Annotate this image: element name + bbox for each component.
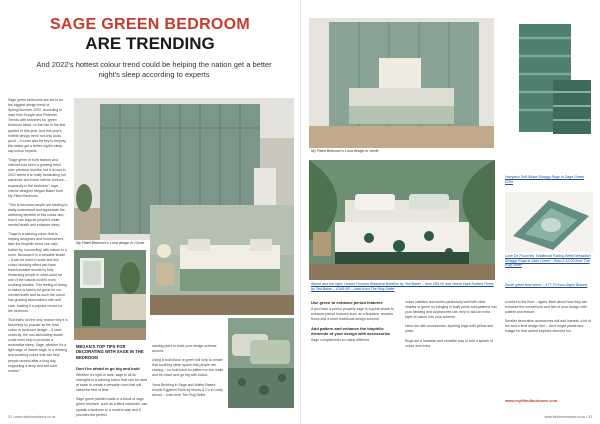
tips-paragraph: Yuna Bedding in Sage and Walter Based Acrylic Eggshell Paint by Morris & Co in Leafy Arbour – both from The Rug Seller. xyxy=(152,382,223,397)
body-paragraph: If you have a period property sage is a great shade to enhance period features such as a fireplace, wooden floors and a more traditional design scheme. xyxy=(311,307,394,322)
verde-bedroom-photo xyxy=(309,18,494,148)
website-link[interactable]: www.myfittedbedroom.com xyxy=(505,398,558,403)
body-paragraph: Rugs are a fantastic and versatile way to add a splash of colour and extra xyxy=(405,338,493,348)
medallion-rug-photo xyxy=(505,192,593,252)
botanical-bed-photo xyxy=(309,160,495,280)
tips-paragraph: starting point to build your design scheme around. xyxy=(152,344,217,354)
standfirst: And 2022's hottest colour trend could be helping the nation get a better night's sleep according to experts xyxy=(36,60,272,79)
bedding-photo xyxy=(228,318,294,408)
body-paragraph: Smaller decorative accessories will add interest, a bit of fun and a final design flair – don't forget plants and foliage for that added biophilic element too. xyxy=(505,319,591,334)
caption-small-rug-link[interactable]: Small green bed mirror – £77.70 from Argos Brands xyxy=(505,283,588,287)
stripe-runner-photo xyxy=(505,20,593,138)
sage-bedroom-photo xyxy=(150,205,294,315)
right-body-column-2 xyxy=(405,300,497,353)
tips-column-2 xyxy=(152,344,224,402)
green-bedroom-photo xyxy=(74,250,146,340)
section-subheading: Add pattern and enhance the biophilic elements of your design with accessories xyxy=(311,326,391,337)
tips-paragraph: Sage green painted walls or a block of sage green furniture, such as a fitted wardrobe, can update a bedroom in a modern way and it provides the perfect xyxy=(76,397,148,417)
caption-verde: My Fitted Bedroom's Luna design in Verde xyxy=(311,149,379,153)
caption-runner-link[interactable]: Hampton Soft Stripe Shaggy Rugs in Sage Green £205 xyxy=(505,175,585,184)
caption-medallion-rug xyxy=(505,254,593,268)
body-paragraph: Have fun with accessories, layering sage with yellow and pinks. xyxy=(405,324,494,334)
body-paragraph: "But that's not the only reason why it is becoming so popular as the lead colour in bedroom design – it used correctly, the non-stimulating shade could even help to promote a restorative sleep. Sage, whether it's a light sage or darker sage, is a relaxing and soothing colour that can help people unwind after a long day, supporting a deep and self-care routine." xyxy=(8,317,68,373)
tips-paragraph: Whether it's light or dark, sage in all its strengths is a calming colour that can be used at scale to create a versatile room that will stand the test of time. xyxy=(76,373,148,393)
caption-wardrobe: My Fitted Bedroom's Luna design in Clover xyxy=(76,241,145,245)
body-paragraph: Sage complements so many different xyxy=(311,338,369,343)
headline-line2: ARE TRENDING xyxy=(85,34,215,53)
body-paragraph: Sage green bedrooms are set to be the biggest design trend of Spring/Summer 2022, according to data from Google and Pinterest. Trends with searches for 'green bedroom ideas' on the rise in the first quarter of this year. And this year's hottest design trend not only looks good – it could also be key to helping the nation get a better night's sleep, say colour experts. xyxy=(8,98,66,153)
body-paragraph: comfort to the floor – again, think about how they can enhance the overall look and feel of your design with pattern and texture. xyxy=(505,300,588,315)
caption-main-bed-link[interactable]: Above and bot right: Hobart Foxnoor Botanical Botellon by Ted Baker – from £85.00 and Velvet Dark Knitted Throw by Ted Baker – £168.00* – both from The Rug Seller xyxy=(311,282,494,291)
body-paragraph: colour palettes and works particularly well with other shades of green so bringing in leafy prints and patterns into your bedding and accessories can help to add an extra layer of nature into your scheme. xyxy=(405,300,497,320)
footer-left: 32 • www.inforhomedecor.co.uk xyxy=(8,415,56,419)
caption-small-rug xyxy=(505,283,593,288)
section-subheading: Use green to enhance period features xyxy=(311,300,383,305)
headline-line1: SAGE GREEN BEDROOM xyxy=(49,16,251,33)
body-paragraph: "Sage green in both fashion and interiors has been a growing trend over previous months, but it is now in 2022 where it is really dominating our wardrobe and home interior choices – especially in the bedroom", says interior designer Megan Baker from My Fitted Bedroom. xyxy=(8,158,67,198)
body-paragraph: "This is because people are starting to really understand and appreciate the wellbeing benefits of this colour and how it can support people's wider mental health and enhance sleep. xyxy=(8,202,68,228)
tips-heading: MEGAN'S TOP TIPS FOR DECORATING WITH SAGE IN THE BEDROOM xyxy=(76,344,144,360)
body-column-1 xyxy=(8,98,68,378)
body-paragraph: "Sage is a calming colour that is helping designers and homeowners take the biophilic trend one-step further by 'connecting' with nature in a room. Because it is a versatile shade – it can be used in scale and this colour blocking effect can have transformative results by fully immersing people in what could be one of the natural world's most soothing shades. This feeling of being in nature is said to be great for our mental health and as such the colour has growing associations with self-care, making it a popular choice for the bedroom. xyxy=(8,232,67,313)
right-body-column-1 xyxy=(311,300,397,347)
caption-runner xyxy=(505,175,593,184)
right-page xyxy=(300,0,600,424)
tips-subheading: Don't be afraid to go big and bold xyxy=(76,366,140,371)
tips-column-1 xyxy=(76,366,148,422)
caption-main-bed xyxy=(311,282,497,291)
footer-right: www.inforhomedecor.co.uk • 33 xyxy=(544,415,592,419)
right-body-column-3 xyxy=(505,300,593,339)
caption-medallion-rug-link[interactable]: Luxe De Fourches Traditional Fading Weed Medallion Shaggy Rugs in Jade Green – from £ 63.00 from The Rug Seller xyxy=(505,254,591,268)
tips-paragraph: Using a bold block of green will help to create that soothing sleep space that people are craving – so hold back on pattern on the walls and be brave and go big with colour. xyxy=(152,358,224,378)
